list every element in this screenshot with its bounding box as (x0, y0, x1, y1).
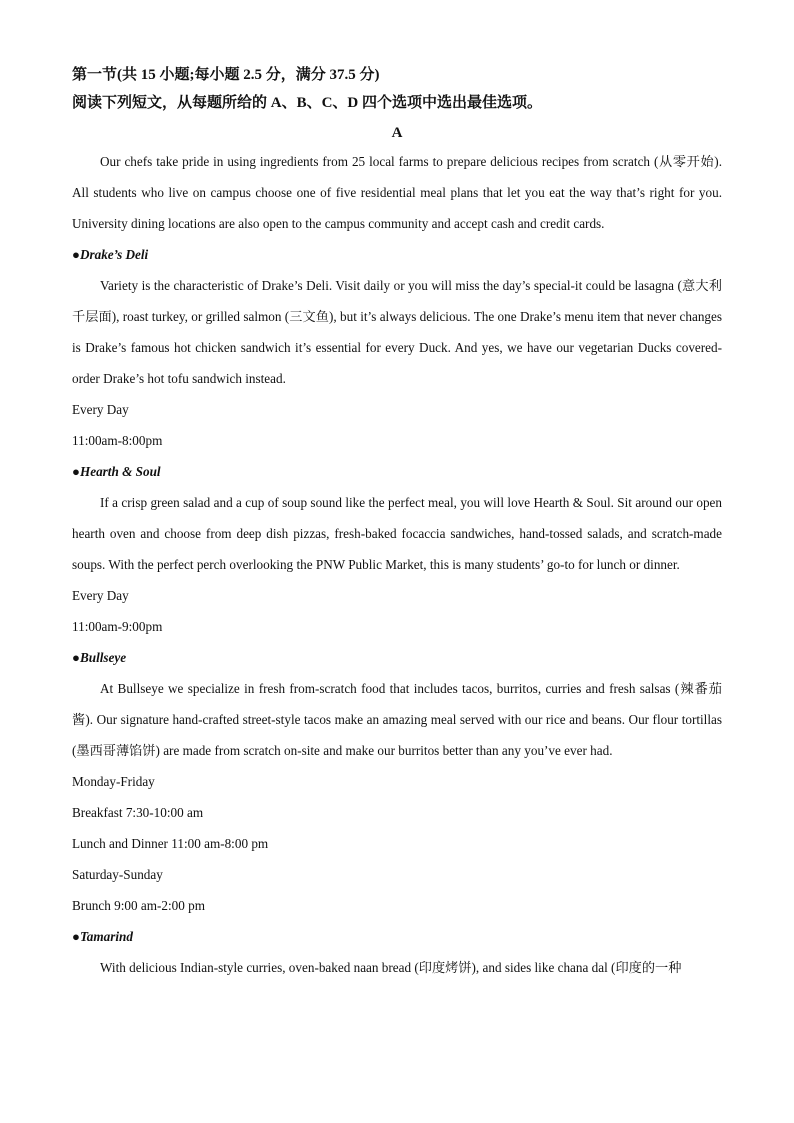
venue-heading-drakes-deli (72, 239, 722, 270)
venue-heading-bullseye (72, 642, 722, 673)
hours-line: Monday-Friday (72, 774, 155, 789)
venue-description-tamarind: With delicious Indian-style curries, oven-baked naan bread (印度烤饼), and sides like chana dal (印度的一种 (100, 960, 682, 975)
document-page (72, 60, 722, 983)
venue-heading-tamarind (72, 921, 722, 952)
venue-name: Hearth & Soul (79, 464, 161, 479)
hours-line: Brunch 9:00 am-2:00 pm (72, 898, 205, 913)
hours-line: Every Day (72, 402, 129, 417)
venue-description-drakes-deli: Variety is the characteristic of Drake’s Deli. Visit daily or you will miss the day’s special-it could be lasagna (意大利千层面), roast turkey, or grilled salmon (三文鱼), but it’s always delicious. The one Drake’s menu item that never changes is Drake’s famous hot chicken sandwich it’s essential for every Duck. And yes, we have our vegetarian Ducks covered-order Drake’s hot tofu sandwich instead. (72, 278, 722, 386)
bullet-icon: ● (72, 650, 80, 665)
hours-line: Saturday-Sunday (72, 867, 163, 882)
hours-line: 11:00am-8:00pm (72, 433, 163, 448)
section-heading: 第一节(共 15 小题;每小题 2.5 分，满分 37.5 分) (72, 67, 380, 83)
hours-line: Lunch and Dinner 11:00 am-8:00 pm (72, 836, 269, 851)
venue-heading-hearth-soul (72, 456, 722, 487)
bullet-icon: ● (72, 247, 80, 262)
passage-label: A (391, 125, 403, 141)
venue-name: Drake’s Deli (79, 247, 149, 262)
hours-line: Every Day (72, 588, 129, 603)
instruction-heading: 阅读下列短文，从每题所给的 A、B、C、D 四个选项中选出最佳选项。 (72, 95, 543, 111)
venue-name: Bullseye (79, 650, 127, 665)
venue-description-bullseye: At Bullseye we specialize in fresh from-scratch food that includes tacos, burritos, curries and fresh salsas (辣番茄酱). Our signature hand-crafted street-style tacos make an amazing meal served with our rice and beans. Our flour tortillas (墨西哥薄馅饼) are made from scratch on-site and make our burritos better than any you’ve ever had. (72, 681, 722, 758)
hours-line: 11:00am-9:00pm (72, 619, 163, 634)
intro-paragraph: Our chefs take pride in using ingredients from 25 local farms to prepare delicious recipes from scratch (从零开始). All students who live on campus choose one of five residential meal plans that let you eat the way that’s right for you. University dining locations are also open to the campus community and accept cash and credit cards. (72, 154, 722, 231)
hours-line: Breakfast 7:30-10:00 am (72, 805, 204, 820)
bullet-icon: ● (72, 464, 80, 479)
venue-description-hearth-soul: If a crisp green salad and a cup of soup sound like the perfect meal, you will love Hearth & Soul. Sit around our open hearth oven and choose from deep dish pizzas, fresh-baked focaccia sandwiches, hand-tossed salads, and scratch-made soups. With the perfect perch overlooking the PNW Public Market, this is many students’ go-to for lunch or dinner. (72, 495, 722, 572)
venue-name: Tamarind (79, 929, 133, 944)
bullet-icon: ● (72, 929, 80, 944)
